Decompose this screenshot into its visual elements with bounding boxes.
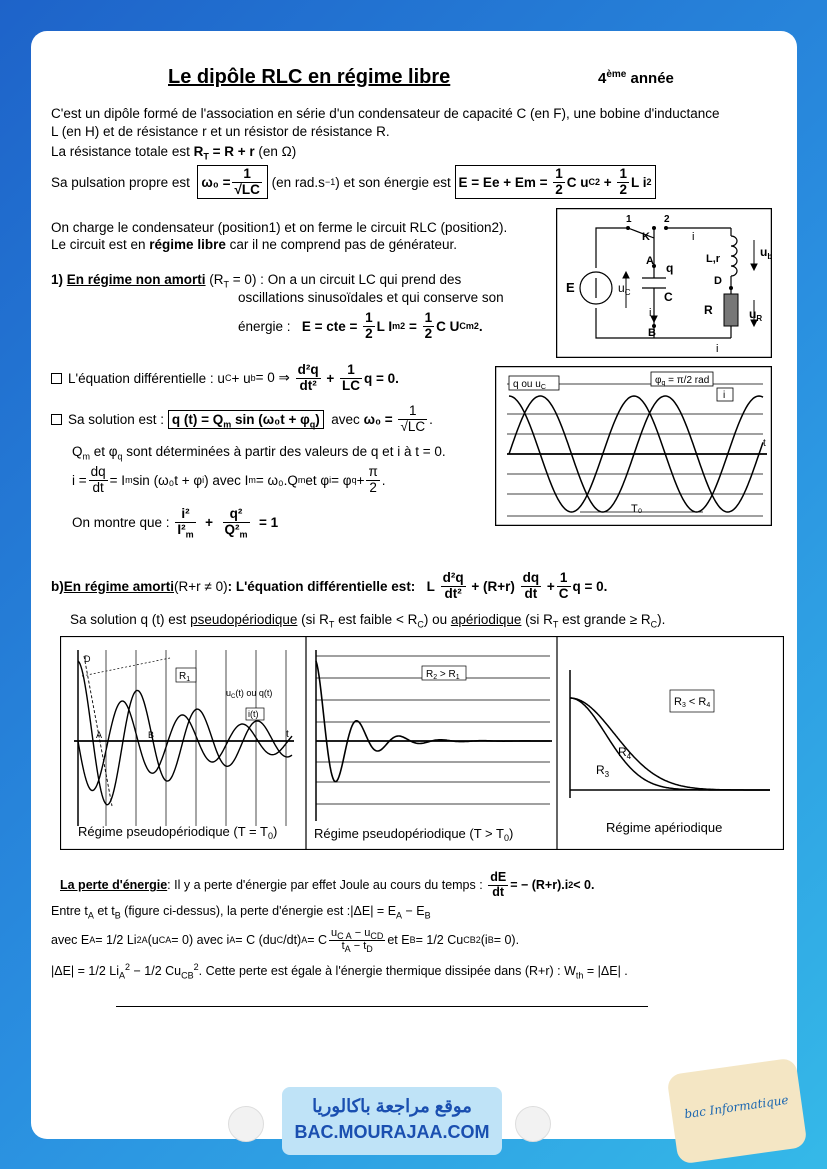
footer-arabic-title: موقع مراجعة باكالوريا <box>312 1096 472 1116</box>
node-2-label: 2 <box>664 214 670 225</box>
energy-identity: On montre que : $\frac{\text{i²}}{I^2_m}$ + $\frac{\text{q²}}{Q^2_m}$ = 1 <box>72 506 279 540</box>
solution-box: q $(t) = Q_m$ $\sin (\omega_0t + \varphi_q)$ <box>168 410 324 429</box>
qm-phi-line: $Q_m$ et $\varphi_q$ sont déterminées à partir des valeurs de q et i à t = 0. <box>72 444 446 462</box>
section-1-energy: énergie : E = cte = $\frac{1}{2}$ L I m 2 = $\frac{1}{2}$ C U Cm 2 . <box>238 310 483 341</box>
g2-caption: Régime pseudopériodique $(T > T_0)$ <box>314 826 514 843</box>
brand-label: bac Informatique <box>683 1092 790 1122</box>
rlc-circuit-diagram <box>556 208 772 358</box>
g3-caption: Régime apériodique <box>606 820 723 835</box>
current-label-2: i <box>649 307 652 319</box>
g1-i-label: i(t) <box>248 709 259 719</box>
section-b-equation: b) En régime amorti (R+r ≠ 0) : L'équation différentielle est: L $\frac{\text{d²q}}{\text{dt²}}$ + (R+r) $\frac{dq}{dt}$ + $\frac{1}{C}$ q = 0. <box>51 570 608 601</box>
capacitor-c-label: C <box>664 290 673 304</box>
charge-q-label: q <box>666 261 674 275</box>
node-a-label: A <box>646 255 654 267</box>
brand-card <box>666 1057 807 1164</box>
sinusoid-graph <box>495 366 772 526</box>
section-1-line-2: oscillations sinusoïdales et qui conserve son <box>238 290 504 305</box>
g1-point-a: A <box>96 730 103 740</box>
damped-graphs <box>60 636 784 850</box>
uc-label: $u_C$ <box>618 281 631 297</box>
footer-banner[interactable] <box>282 1087 502 1155</box>
g1-curve-label: $u_C(t)$ ou q(t) <box>226 688 273 700</box>
energy-line-2: Entre $t_A$ et $t_B$ (figure ci-dessus), la perte d'énergie est :|ΔE| = $E_A - E_B$ <box>51 904 431 921</box>
current-equation: i = $\frac{dq}{dt}$ = I m sin (ω₀t + φ i ) avec I m = ω₀.Q m et φ i = φ q + $\frac{\pi}{2}$ . <box>72 464 386 495</box>
phase-label: $\varphi_q = \pi/2$ rad <box>655 375 710 387</box>
charge-line-2: Le circuit est en régime libre car il ne comprend pas de générateur. <box>51 237 457 252</box>
intro-line-3: La résistance totale est $R_T = R + r$ (en Ω) <box>51 144 297 162</box>
footer-logo-right <box>515 1106 551 1142</box>
current-label-3: i <box>716 343 719 355</box>
section-1-line-1: 1) En régime non amorti $(R_T = 0)$ : On a un circuit LC qui prend des <box>51 272 462 290</box>
resistor-r-label: R <box>704 303 713 317</box>
energy-loss-line: La perte d'énergie : Il y a perte d'énergie par effet Joule au cours du temps : $\frac{dE}{dt}$ = − (R+r).i 2 < 0. <box>60 870 595 899</box>
intro-line-4: Sa pulsation propre est ω₀ = $\frac{1}{√LC}$ (en rad.s −1 ) et son énergie est E = Ee + Em = $\frac{1}{2}$ C u C 2 + $\frac{1}{2}$ L i 2 <box>51 164 656 200</box>
footer-logo-left <box>228 1106 264 1142</box>
g1-t-label: t <box>286 729 289 740</box>
node-1-label: 1 <box>626 214 632 225</box>
diff-equation-lc: L'équation différentielle : u C + u b = 0 ⇒ $\frac{\text{d²q}}{\text{dt²}}$ + $\frac{1}{LC}$ q = 0. <box>51 358 399 398</box>
g1-point-d: D <box>84 654 91 664</box>
bullet-box <box>51 373 62 384</box>
g2-label: $R_2 > R_1$ <box>426 669 460 681</box>
g1-r1-label: $R_1$ <box>179 671 191 683</box>
energy-line-3: avec E A = 1/2 Li 2 A (u CA = 0) avec i A = C (du C /dt) A = C $\frac{u_{C A} - u_{CD}}{t_A - t_D}$ et E B = 1/2 Cu CB 2 (i B = 0). <box>51 926 520 954</box>
i-curve-label: i <box>723 390 726 401</box>
grade-label: 4ème année <box>598 69 674 87</box>
intro-line-1: C'est un dipôle formé de l'association en série d'un condensateur de capacité C (en F), une bobine d'inductance <box>51 106 720 121</box>
bottom-divider <box>116 1006 648 1007</box>
generator-e-label: E <box>566 280 575 295</box>
ur-label: $u_R$ <box>749 307 763 323</box>
node-d-label: D <box>714 275 722 287</box>
period-label: T₀ <box>631 503 643 515</box>
solution-lc: Sa solution est : q $(t) = Q_m$ $\sin (\omega_0t + \varphi_q)$ avec ω₀ = $\frac{1}{√LC}$ . <box>51 400 433 438</box>
g1-point-b: B <box>148 730 155 740</box>
ub-label: $u_b$ <box>760 245 772 261</box>
g3-label: R3 < R4 <box>674 696 711 709</box>
current-label: i <box>692 231 695 243</box>
inductor-lr-label: L,r <box>706 253 721 265</box>
footer-site-link[interactable]: BAC.MOURAJAA.COM <box>294 1122 490 1142</box>
q-curve-label: q ou $u_C$ <box>513 379 546 391</box>
omega0-box: ω₀ = $\frac{1}{√LC}$ <box>197 165 268 198</box>
charge-line-1: On charge le condensateur (position1) et on ferme le circuit RLC (position2). <box>51 220 508 235</box>
page-title: Le dipôle RLC en régime libre <box>168 66 451 88</box>
g3-r3-label: $R_3$ <box>596 763 610 779</box>
energy-box: E = Ee + Em = $\frac{1}{2}$ C u C 2 + $\frac{1}{2}$ L i 2 <box>455 165 656 198</box>
bullet-box-2 <box>51 414 62 425</box>
g1-caption: Régime pseudopériodique $(T = T_0)$ <box>78 824 278 841</box>
node-b-label: B <box>648 327 656 339</box>
t-axis-label: t <box>763 438 766 449</box>
energy-line-4: |ΔE| = 1/2 $Li_A^2 - 1/2$ $Cu_{CB}^2$. Cette perte est égale à l'énergie thermique dissipée dans (R+r) : $W_{th} = |\Delta E|$ . <box>51 961 628 981</box>
switch-k-label: K <box>642 231 650 243</box>
intro-line-2: L (en H) et de résistance r et un résistor de résistance R. <box>51 124 390 139</box>
solution-types-line: Sa solution q (t) est pseudopériodique (si $R_T$ est faible < $R_C$) ou apériodique (si $R_T$ est grande ≥ $R_C$). <box>70 612 666 630</box>
g3-r4-label: $R_4$ <box>618 745 632 761</box>
